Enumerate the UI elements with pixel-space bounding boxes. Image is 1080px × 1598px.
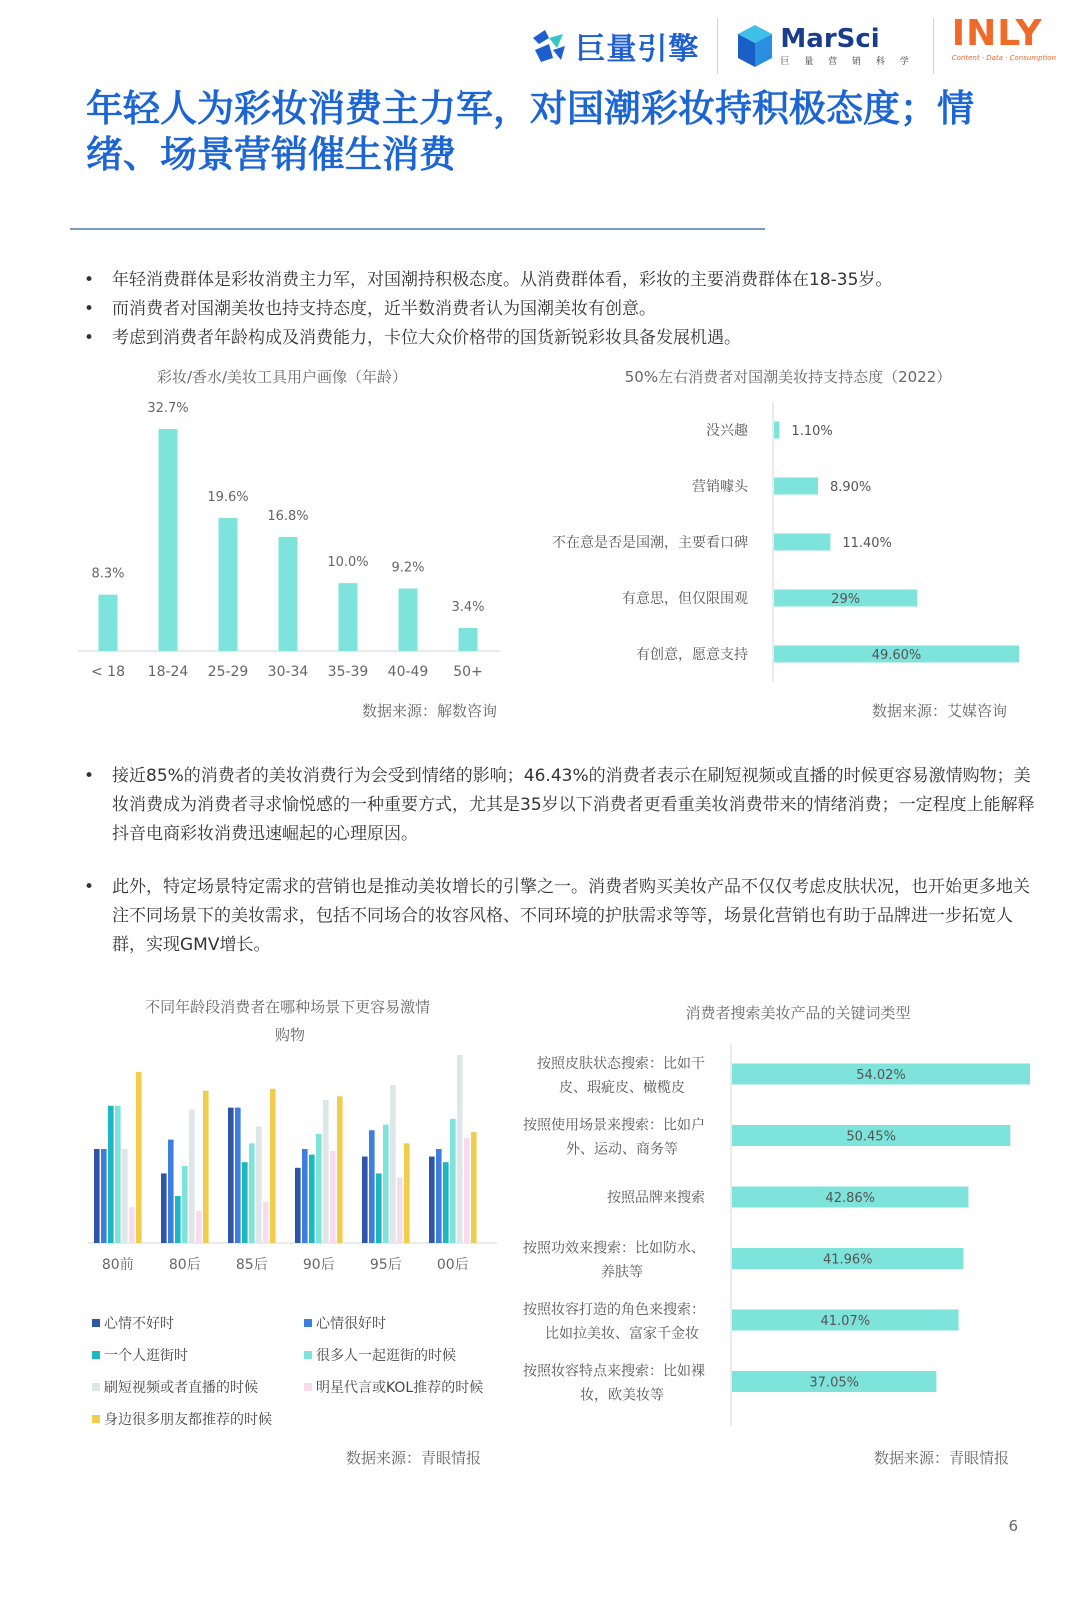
inly-logo (951, 13, 1056, 76)
data-label: 32.7% (147, 401, 189, 416)
data-label: 3.4% (451, 599, 485, 615)
y-tick-label-line: 外、运动、商务等 (566, 1141, 678, 1158)
y-tick-label (523, 1117, 705, 1158)
bar (99, 595, 118, 651)
y-tick-label (523, 1240, 705, 1281)
legend-swatch (92, 1351, 100, 1359)
bar (362, 1157, 368, 1243)
chart-title (145, 998, 435, 1044)
y-tick-label (607, 1189, 705, 1206)
x-tick-label: 00后 (436, 1257, 469, 1273)
legend-swatch (304, 1351, 312, 1359)
bar (256, 1126, 262, 1243)
title-underline (70, 228, 765, 230)
legend-label: 明星代言或KOL推荐的时候 (316, 1380, 484, 1396)
y-tick-label: 不在意是否是国潮，主要看口碑 (552, 535, 748, 551)
data-label: 54.02% (856, 1068, 906, 1083)
data-label: 1.10% (791, 424, 833, 439)
bar (108, 1106, 114, 1243)
x-tick-label: 25-29 (207, 664, 249, 680)
bar (774, 422, 779, 439)
bar (457, 1055, 463, 1243)
page-number: 6 (1008, 1517, 1018, 1535)
y-tick-label (523, 1301, 705, 1342)
bullet-item: • 考虑到消费者年龄构成及消费能力，卡位大众价格带的国货新锐彩妆具备发展机遇。 (84, 324, 1044, 353)
y-tick-label (537, 1055, 705, 1096)
x-tick-label: 85后 (235, 1257, 268, 1273)
y-tick-label: 没兴趣 (706, 423, 748, 439)
legend-swatch (304, 1319, 312, 1327)
data-label: 8.90% (829, 480, 872, 495)
marsci-cube-icon (736, 23, 774, 69)
data-label: 41.07% (820, 1314, 871, 1329)
bar (136, 1072, 142, 1243)
bar-group (552, 422, 1019, 664)
inly-logo-text: INLY (951, 13, 1043, 54)
inly-logo-subtext: Content · Data · Consumption (951, 54, 1056, 62)
bar (471, 1132, 477, 1243)
bar (330, 1151, 336, 1243)
legend-item (92, 1377, 258, 1397)
data-label: 49.60% (871, 648, 922, 663)
scenario-grouped-bar-chart (0, 990, 540, 1290)
y-tick-label-line: 按照功效来搜索：比如防水、 (523, 1240, 705, 1257)
bar (383, 1125, 389, 1243)
data-label: 29% (831, 592, 861, 607)
bar (309, 1155, 315, 1243)
legend-item (304, 1377, 483, 1397)
y-tick-label-line: 比如拉美妆、富家千金妆 (545, 1326, 699, 1342)
bar (295, 1168, 301, 1243)
bar (323, 1100, 329, 1243)
data-label: 37.05% (809, 1375, 859, 1391)
juliang-mark-icon (529, 26, 569, 66)
marsci-logo (736, 16, 914, 76)
legend-label: 心情很好时 (316, 1316, 386, 1332)
y-tick-label: 有意思，但仅限围观 (622, 591, 748, 607)
bar (399, 589, 418, 651)
bullet-item: • 而消费者对国潮美妆也持支持态度，近半数消费者认为国潮美妆有创意。 (84, 295, 1044, 324)
bar (189, 1110, 195, 1243)
bar (161, 1173, 167, 1243)
y-tick-label-line: 养肤等 (601, 1264, 643, 1281)
logo-divider (933, 18, 934, 74)
legend-item (92, 1409, 272, 1429)
marsci-logo-text: MarSci (780, 23, 880, 54)
legend-swatch (92, 1383, 100, 1391)
legend-label: 很多人一起逛街的时候 (316, 1348, 456, 1364)
bar (219, 518, 238, 651)
bar (115, 1106, 121, 1243)
bar (196, 1211, 202, 1243)
bar (270, 1089, 276, 1243)
chart-source: 数据来源：艾媒咨询 (872, 702, 1008, 720)
chart-title: 彩妆/香水/美妆工具用户画像（年龄） (156, 368, 408, 386)
x-tick-label: 30-34 (267, 664, 309, 680)
legend-label: 刷短视频或者直播的时候 (104, 1380, 258, 1396)
bar (397, 1177, 403, 1243)
bar (436, 1149, 442, 1243)
bar (175, 1196, 181, 1243)
y-tick-label-line: 按照妆容打造的角色来搜索： (523, 1302, 705, 1318)
bar (337, 1096, 343, 1243)
legend-item (304, 1313, 386, 1333)
legend-label: 心情不好时 (104, 1316, 174, 1332)
logo-bar (529, 13, 1056, 76)
keyword-bar-chart (523, 990, 1060, 1430)
bar (464, 1138, 470, 1243)
marsci-logo-subtext: 巨 量 营 销 科 学 (780, 56, 915, 67)
x-tick-label: 18-24 (147, 664, 189, 680)
bar (404, 1143, 410, 1243)
bar (168, 1140, 174, 1243)
data-label: 9.2% (391, 560, 425, 576)
attitude-bar-chart (540, 360, 1060, 690)
juliang-logo (529, 16, 699, 76)
y-tick-label-line: 皮、瑕疵皮、橄榄皮 (559, 1080, 685, 1096)
bullet-item: • 此外，特定场景特定需求的营销也是推动美妆增长的引擎之一。消费者购买美妆产品不仅仅考虑皮肤状况，也开始更多地关注不同场景下的美妆需求，包括不同场合的妆容风格、不同环境的护肤需求等等，场景化营销也有助于品牌进一步拓宽人群，实现GMV增长。 (84, 873, 1044, 960)
x-tick-label: 40-49 (387, 664, 429, 680)
chart-title: 50%左右消费者对国潮美妆持支持态度（2022） (624, 368, 952, 386)
chart-source: 数据来源：青眼情报 (346, 1449, 482, 1467)
bar (443, 1162, 449, 1243)
bar (182, 1166, 188, 1243)
legend-item (92, 1313, 174, 1333)
bullet-item: • 接近85%的消费者的美妆消费行为会受到情绪的影响；46.43%的消费者表示在刷短视频或直播的时候更容易激情购物；美妆消费成为消费者寻求愉悦感的一种重要方式，尤其是35岁以下消费者更看重美妆消费带来的情绪消费；一定程度上能解释抖音电商彩妆消费迅速崛起的心理原因。 (84, 762, 1044, 849)
bar (369, 1130, 375, 1243)
bar (101, 1149, 107, 1243)
legend-swatch (304, 1383, 312, 1391)
data-label: 8.3% (91, 566, 125, 582)
legend-item (304, 1345, 456, 1365)
bar (159, 429, 178, 651)
bar (302, 1149, 308, 1243)
bar (339, 583, 358, 651)
chart-title-line: 购物 (274, 1026, 306, 1044)
y-tick-label-line: 按照使用场景来搜索：比如户 (523, 1117, 705, 1134)
bar (774, 478, 818, 495)
bar (429, 1157, 435, 1243)
top-bullet-list (84, 266, 1044, 353)
logo-divider (717, 18, 718, 74)
y-tick-label: 营销噱头 (692, 479, 748, 495)
middle-bullet-list (84, 762, 1044, 984)
x-tick-label: < 18 (91, 664, 125, 680)
legend-item (92, 1345, 188, 1365)
y-tick-label (523, 1363, 705, 1404)
bar (122, 1149, 128, 1243)
legend-label: 身边很多朋友都推荐的时候 (104, 1412, 272, 1428)
x-tick-label: 50+ (453, 664, 483, 680)
chart-title-line: 不同年龄段消费者在哪种场景下更容易激情 (145, 998, 431, 1016)
bar (94, 1149, 100, 1243)
data-label: 50.45% (846, 1129, 896, 1145)
data-label: 42.86% (825, 1191, 876, 1206)
bar (450, 1119, 456, 1243)
x-tick-label: 95后 (369, 1257, 402, 1273)
y-tick-label: 有创意，愿意支持 (636, 647, 748, 663)
bar (376, 1173, 382, 1243)
bar (263, 1202, 269, 1243)
bar (129, 1207, 135, 1243)
bar-group (523, 1055, 1030, 1404)
bullet-item: • 年轻消费群体是彩妆消费主力军，对国潮持积极态度。从消费群体看，彩妆的主要消费群体在18-35岁。 (84, 266, 1044, 295)
data-label: 16.8% (267, 508, 309, 524)
chart-source: 数据来源：解数咨询 (362, 702, 498, 720)
data-label: 11.40% (842, 536, 892, 551)
chart-source: 数据来源：青眼情报 (874, 1449, 1010, 1467)
bar-group (94, 1055, 477, 1273)
x-tick-label: 90后 (302, 1257, 335, 1273)
age-bar-chart (0, 360, 540, 690)
y-tick-label-line: 按照皮肤状态搜索：比如干 (537, 1056, 705, 1072)
bar (316, 1134, 322, 1243)
y-tick-label-line: 按照品牌来搜索 (607, 1190, 705, 1206)
bar (203, 1091, 209, 1243)
bar-group (91, 401, 485, 680)
x-tick-label: 80后 (168, 1257, 201, 1273)
bar (390, 1085, 396, 1243)
legend-label: 一个人逛街时 (104, 1348, 188, 1364)
bar (235, 1108, 241, 1243)
juliang-logo-text: 巨量引擎 (575, 32, 700, 67)
y-tick-label-line: 妆，欧美妆等 (580, 1387, 664, 1404)
bar (459, 628, 478, 651)
chart-title: 消费者搜索美妆产品的关键词类型 (685, 1004, 911, 1022)
legend-swatch (92, 1415, 100, 1423)
data-label: 41.96% (822, 1252, 873, 1268)
y-tick-label-line: 按照妆容特点来搜索：比如裸 (523, 1363, 705, 1380)
legend-swatch (92, 1319, 100, 1327)
data-label: 10.0% (327, 555, 369, 571)
x-tick-label: 80前 (101, 1257, 134, 1273)
data-label: 19.6% (207, 489, 249, 505)
bar (774, 534, 830, 551)
bar (279, 537, 298, 651)
x-tick-label: 35-39 (327, 664, 369, 680)
page-title: 年轻人为彩妆消费主力军，对国潮彩妆持积极态度；情绪、场景营销催生消费 (86, 87, 974, 176)
bar (249, 1143, 255, 1243)
bar (228, 1108, 234, 1243)
bar (242, 1162, 248, 1243)
